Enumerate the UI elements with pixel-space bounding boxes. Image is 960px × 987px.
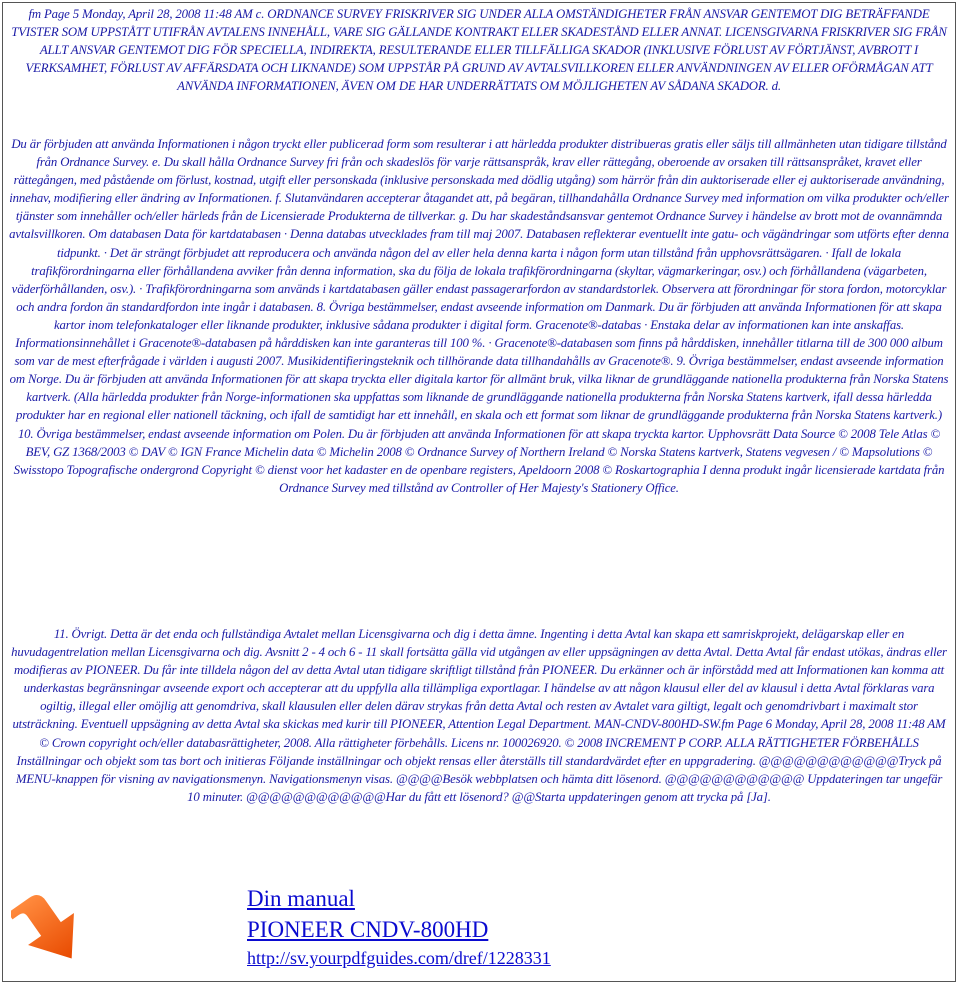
manual-links <box>247 883 551 971</box>
misc-paragraph: 11. Övrigt. Detta är det enda och fullständiga Avtalet mellan Licensgivarna och dig i detta ämne. Ingenting i detta Avtal kan skapa ett samriskprojekt, delägarskap eller en huvudagentrelation mellan Licensgivarna och dig. Avsnitt 2 - 4 och 6 - 11 skall fortsätta gälla vid utgången av eller uppsägningen av detta Avtal. Detta Avtal får endast utökas, ändras eller modifieras av PIONEER. Du får inte tilldela någon del av detta Avtal utan tidigare skriftligt tillstånd från PIONEER. Du erkänner och är införstådd med att Informationen kan komma att underkastas begränsningar avseende export och accepterar att du uppfylla alla tillämpliga exportlagar. I händelse av att någon klausul eller del av klausul i detta Avtal förklaras vara ogiltig, illegal eller omöjlig att genomdriva, skall klausulen eller delen därav strykas från detta Avtal och resten av Avtalet vara giltigt, legalt och genomdrivbart i maximalt stor utsträckning. Eventuell uppsägning av detta Avtal ska skickas med kurir till PIONEER, Attention Legal Department. MAN-CNDV-800HD-SW.fm Page 6 Monday, April 28, 2008 11:48 AM © Crown copyright och/eller databasrättigheter, 2008. Alla rättigheter förbehålls. Licens nr. 100026920. © 2008 INCREMENT P CORP. ALLA RÄTTIGHETER FÖRBEHÅLLS Inställningar och objekt som tas bort och initieras Följande inställningar och objekt rensas eller återställs till standardvärdet efter en uppgradering. @@@@@@@@@@@@Tryck på MENU-knappen för visning av navigationsmenyn. Navigationsmenyn visas. @@@@Besök webbplatsen och hämta ditt lösenord. @@@@@@@@@@@@ Uppdateringen tar ungefär 10 minuter. @@@@@@@@@@@@Har du fått ett lösenord? @@Starta uppdateringen genom att trycka på [Ja]. <box>11 627 947 804</box>
model-link[interactable]: PIONEER CNDV-800HD <box>247 917 489 942</box>
url-link[interactable]: http://sv.yourpdfguides.com/dref/1228331 <box>247 948 551 968</box>
manual-link[interactable]: Din manual <box>247 886 355 911</box>
document-page <box>2 2 956 982</box>
pdf-download-arrow-icon <box>11 885 101 973</box>
terms-paragraph: Du är förbjuden att använda Informationen i någon tryckt eller publicerad form som resulterar i att härledda produkter distribueras gratis eller säljs till allmänheten utan tidigare tillstånd från Ordnance Survey. e. Du skall hålla Ordnance Survey fri från och skadeslös för varje rättsanspråk, krav eller rättegång, oberoende av orsaken till rättsanspråket, kravet eller rättegången, med påstående om förlust, kostnad, utgift eller personskada (inklusive personskada med dödlig utgång) som härrör från din auktoriserade eller ej auktoriserade användning, innehav, modifiering eller ändring av Informationen. f. Slutanvändaren accepterar åtagandet att, på begäran, tillhandahålla Ordnance Survey med information om vilka produkter och/eller tjänster som innehåller och/eller härleds från de Licensierade Produkterna de tillverkar. g. Du har skadeståndsansvar gentemot Ordnance Survey i händelse av brott mot de ovannämnda avtalsvillkoren. Om databasen Data för kartdatabasen · Denna databas utvecklades fram till maj 2007. Databasen reflekterar eventuellt inte gatu- och vägändringar som utförts efter denna tidpunkt. · Det är strängt förbjudet att reproducera och använda någon del av eller hela denna karta i någon form utan tillstånd från upphovsrättsägaren. · Ifall de lokala trafikförordningarna eller förhållandena avviker från denna information, ska du följa de lokala trafikförordningarna (skyltar, vägmarkeringar, osv.) och förhållandena (vägarbeten, väderförhållanden, osv.). · Trafikförordningarna som används i kartdatabasen gäller endast passagerarfordon av standardstorlek. Observera att förordningar för stora fordon, motorcyklar och andra fordon än standardfordon inte ingår i databasen. 8. Övriga bestämmelser, endast avseende information om Danmark. Du är förbjuden att använda Informationen för att skapa kartor inom telefonkataloger eller liknande produkter, inklusive sådana produkter i digital form. Gracenote®-databas · Enstaka delar av informationen kan inte anskaffas. Informationsinnehållet i Gracenote®-databasen på hårddisken kan inte garanteras till 100 %. · Gracenote®-databasen som finns på hårddisken, innehåller titlarna till de 300 000 album som var de mest efterfrågade i världen i augusti 2007. Musikidentifieringsteknik och tillhörande data tillhandahålls av Gracenote®. 9. Övriga bestämmelser, endast avseende information om Norge. Du är förbjuden att använda Informationen för att skapa tryckta eller digitala kartor för allmänt bruk, vilka liknar de grundläggande nationella produkterna från Norska Statens kartverk. (Alla härledda produkter från Norge-informationen ska uppfattas som liknande de grundläggande nationella produkterna från Norska Statens kartverk, ifall dessa härledda produkter har en regional eller nationell täckning, och ifall de samtidigt har ett innehåll, en skala och ett format som liknar de grundläggande produkterna från Norska Statens kartverk.) 10. Övriga bestämmelser, endast avseende information om Polen. Du är förbjuden att använda Informationen för att skapa tryckta kartor. Upphovsrätt Data Source © 2008 Tele Atlas © BEV, GZ 1368/2003 © DAV © IGN France Michelin data © Michelin 2008 © Ordnance Survey of Northern Ireland © Norska Statens kartverk, Statens vegvesen / © Mapsolutions © Swisstopo Topografische ondergrond Copyright © dienst voor het kadaster en de openbare registers, Apeldoorn 2008 © Roskartographia I denna produkt ingår licensierade kartdata från Ordnance Survey med tillstånd av Controller of Her Majesty's Stationery Office. <box>9 137 949 495</box>
legal-disclaimer-paragraph: fm Page 5 Monday, April 28, 2008 11:48 AM c. ORDNANCE SURVEY FRISKRIVER SIG UNDER ALLA OMSTÄNDIGHETER FRÅN ANSVAR GENTEMOT DIG BETRÄFFANDE TVISTER SOM UPPSTÅTT UTIFRÅN AVTALENS INNEHÅLL, VARE SIG GÄLLANDE KONTRAKT ELLER SKADESTÅND ELLER ANNAT. LICENSGIVARNA FRISKRIVER SIG FRÅN ALLT ANSVAR GENTEMOT DIG FÖR SPECIELLA, INDIREKTA, RESULTERANDE ELLER TILLFÄLLIGA SKADOR (INKLUSIVE FÖRLUST AV FÖRTJÄNST, AVBROTT I VERKSAMHET, FÖRLUST AV AFFÄRSDATA OCH LIKNANDE) SOM UPPSTÅR PÅ GRUND AV AVTALSVILLKOREN ELLER ANVÄNDNINGEN AV ELLER OFÖRMÅGAN ATT ANVÄNDA INFORMATIONEN, ÄVEN OM DE HAR UNDERRÄTTATS OM MÖJLIGHETEN AV SÅDANA SKADOR. d. <box>11 7 947 94</box>
manual-footer <box>11 883 611 979</box>
